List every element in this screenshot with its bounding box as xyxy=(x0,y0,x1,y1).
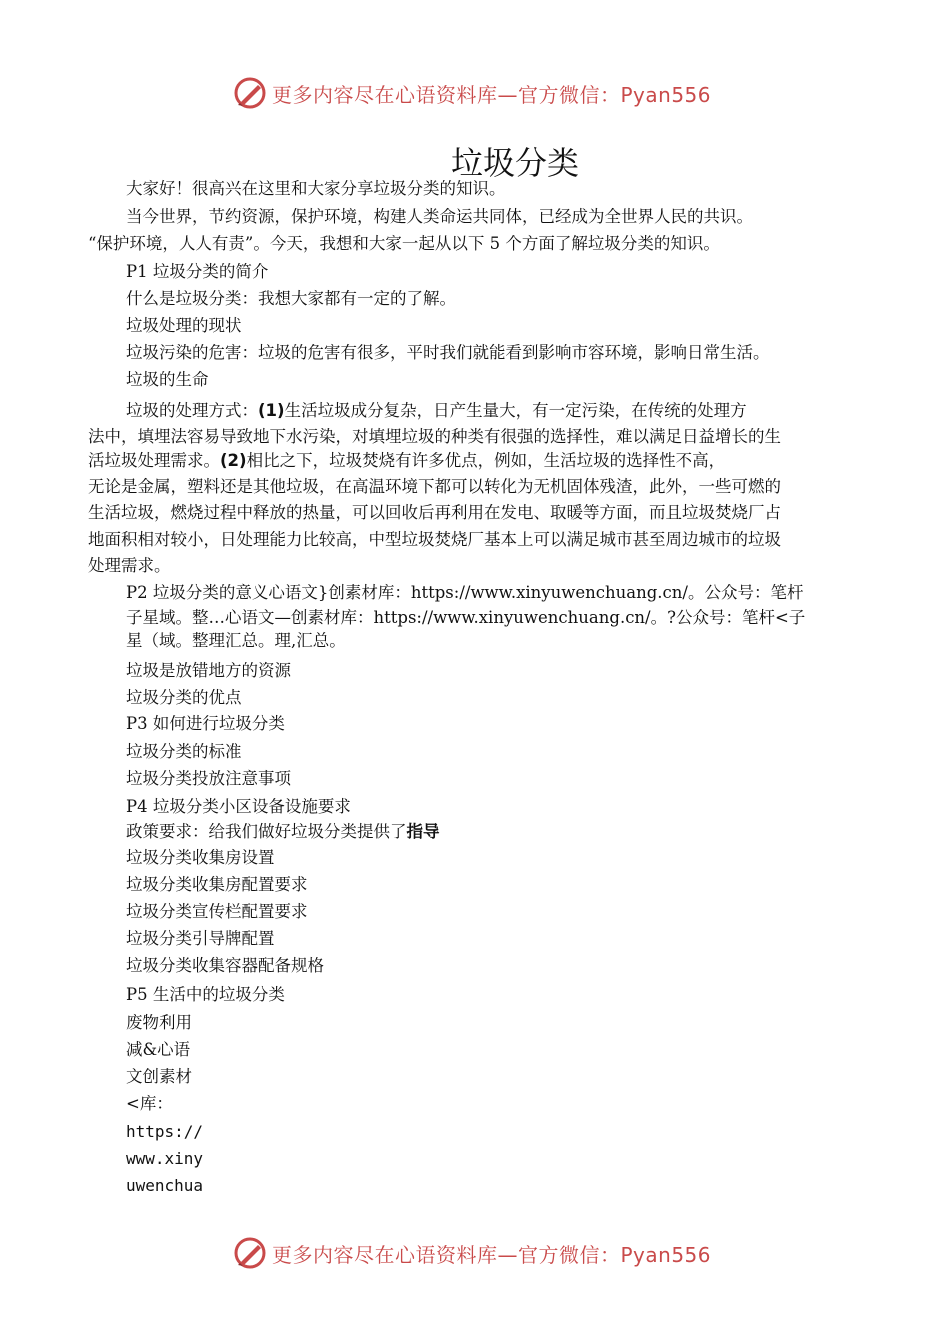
paragraph-line: 垃圾分类投放注意事项 xyxy=(126,769,291,788)
paragraph-line: 废物利用 xyxy=(126,1013,192,1032)
paragraph-line: 垃圾处理的现状 xyxy=(126,316,242,335)
section-heading-p3: P3 如何进行垃圾分类 xyxy=(126,714,285,733)
method-text: 活垃圾处理需求。 xyxy=(88,451,220,470)
paragraph-line: 垃圾分类收集房设置 xyxy=(126,848,275,867)
paragraph-line: www.xiny xyxy=(126,1149,204,1168)
number-marker: (2) xyxy=(220,451,247,470)
paragraph-line: 生活垃圾，燃烧过程中释放的热量，可以回收后再利用在发电、取暖等方面，而且垃圾焚烧厂占 xyxy=(88,503,781,522)
paragraph-line: 垃圾分类的优点 xyxy=(126,688,242,707)
policy-text: 政策要求：给我们做好垃圾分类提供了 xyxy=(126,822,407,841)
paragraph-line: <库： xyxy=(126,1094,173,1113)
method-text: 生活垃圾成分复杂，日产生量大，有一定污染，在传统的处理方 xyxy=(284,401,747,420)
policy-emphasis: 指导 xyxy=(406,822,440,841)
paragraph-line: 垃圾的生命 xyxy=(126,370,209,389)
page-title: 垃圾分类 xyxy=(450,144,579,182)
paragraph-line: 垃圾分类收集容器配备规格 xyxy=(126,956,324,975)
section-heading-p4: P4 垃圾分类小区设备设施要求 xyxy=(126,797,351,816)
footer-banner xyxy=(232,1233,752,1273)
paragraph-line: 处理需求。 xyxy=(88,556,171,575)
intro-line: “保护环境，人人有责”。今天，我想和大家一起从以下 5 个方面了解垃圾分类的知识。 xyxy=(88,234,720,253)
paragraph-line: 法中，填埋法容易导致地下水污染，对填埋垃圾的种类有很强的选择性，难以满足日益增长的生 xyxy=(88,427,781,446)
paragraph-line: 减&心语 xyxy=(126,1040,191,1059)
paragraph-line: 垃圾分类收集房配置要求 xyxy=(126,875,308,894)
paragraph-line: 子星域。整…心语文—创素材库：https://www.xinyuwenchuang.cn/。?公众号：笔杆<子 xyxy=(126,608,806,627)
number-marker: (1) xyxy=(258,401,285,420)
banner-text: 更多内容尽在心语资料库—官方微信：Pyan556 xyxy=(272,82,712,107)
paragraph-line: 星（域。整理汇总。理,汇总。 xyxy=(126,631,346,650)
paragraph-line: uwenchua xyxy=(126,1176,204,1195)
paragraph-line: 垃圾污染的危害：垃圾的危害有很多，平时我们就能看到影响市容环境，影响日常生活。 xyxy=(126,343,770,362)
intro-line: 当今世界，节约资源，保护环境，构建人类命运共同体，已经成为全世界人民的共识。 xyxy=(126,207,753,226)
paragraph-line xyxy=(88,451,725,471)
paragraph-line: 垃圾分类宣传栏配置要求 xyxy=(126,902,308,921)
paragraph-line: 地面积相对较小，日处理能力比较高，中型垃圾焚烧厂基本上可以满足城市甚至周边城市的垃圾 xyxy=(88,530,781,549)
method-label: 垃圾的处理方式： xyxy=(126,401,258,420)
paragraph-line: 无论是金属，塑料还是其他垃圾，在高温环境下都可以转化为无机固体残渣，此外，一些可燃的 xyxy=(88,477,781,496)
paragraph-line: 垃圾分类引导牌配置 xyxy=(126,929,275,948)
paragraph-line xyxy=(126,822,440,842)
intro-line: 大家好！很高兴在这里和大家分享垃圾分类的知识。 xyxy=(126,179,506,198)
paragraph-line xyxy=(126,401,747,421)
paragraph-line: 垃圾是放错地方的资源 xyxy=(126,661,291,680)
paragraph-line: 垃圾分类的标准 xyxy=(126,742,242,761)
pen-logo-icon xyxy=(232,75,268,111)
paragraph-line: 文创素材 xyxy=(126,1067,192,1086)
pen-logo-icon xyxy=(232,1235,268,1271)
header-banner xyxy=(232,73,752,113)
section-heading-p1: P1 垃圾分类的简介 xyxy=(126,262,269,281)
paragraph-line: https:// xyxy=(126,1122,204,1141)
section-heading-p5: P5 生活中的垃圾分类 xyxy=(126,985,285,1004)
banner-text: 更多内容尽在心语资料库—官方微信：Pyan556 xyxy=(272,1242,712,1267)
paragraph-line: 什么是垃圾分类：我想大家都有一定的了解。 xyxy=(126,289,456,308)
method-text: 相比之下，垃圾焚烧有许多优点，例如，生活垃圾的选择性不高， xyxy=(246,451,726,470)
section-heading-p2: P2 垃圾分类的意义心语文}创素材库：https://www.xinyuwenchuang.cn/。公众号：笔杆 xyxy=(126,583,804,602)
